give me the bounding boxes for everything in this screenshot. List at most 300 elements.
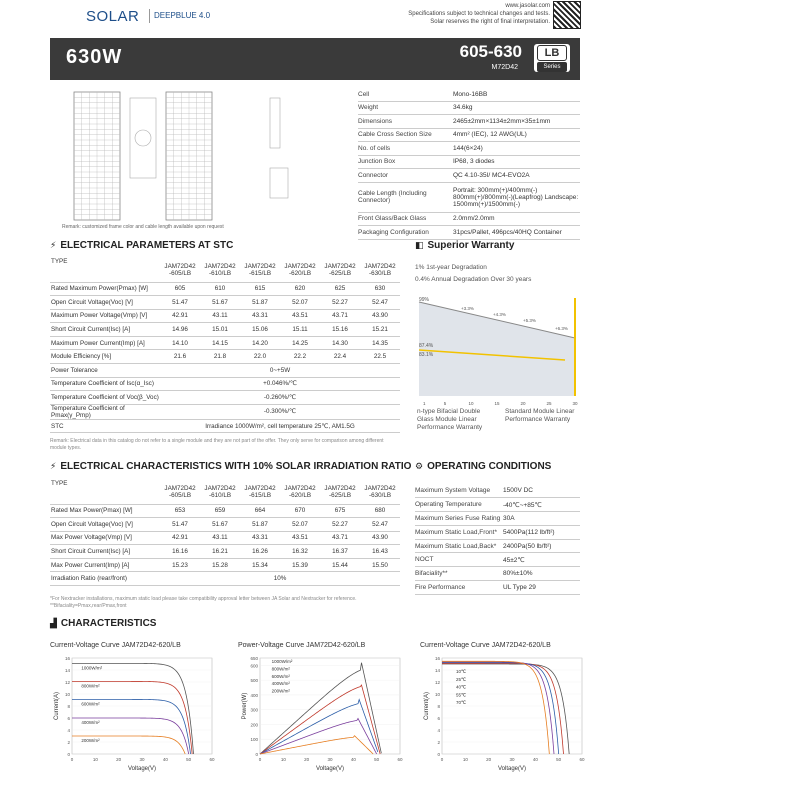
chart-title: Current-Voltage Curve JAM72D42-620/LB: [420, 642, 551, 649]
series-label: 1000W/m²: [271, 659, 293, 664]
spec-value: 144(6×24): [453, 144, 483, 152]
cell-value: -40℃~+85℃: [503, 501, 542, 509]
chart-title: Current-Voltage Curve JAM72D42-620/LB: [50, 642, 181, 649]
warranty-gain-label: +4.3%: [493, 312, 506, 317]
chart-0: [50, 652, 230, 786]
spec-value: Mono-16BB: [453, 90, 488, 98]
y-tick: 6: [67, 716, 70, 721]
y-axis-label: Power(W): [242, 692, 248, 720]
y-tick: 12: [64, 680, 70, 685]
series-label: 600W/m²: [271, 673, 290, 679]
table-header: [50, 258, 400, 282]
row-label: STC: [51, 422, 64, 430]
cell-value: 80%±10%: [503, 570, 533, 578]
x-tick: 40: [162, 757, 168, 762]
cell-value: 653: [174, 507, 186, 515]
x-axis-label: Voltage(V): [127, 766, 157, 772]
cell-value: 43.71: [332, 312, 348, 320]
spec-key: Cell: [358, 90, 370, 98]
table-row: [50, 296, 400, 310]
cell-value: 16.16: [172, 548, 188, 556]
cell-value: 52.07: [292, 298, 308, 306]
warranty-heading: [415, 240, 514, 251]
cell-value: 610: [214, 285, 226, 293]
row-label: Maximum Power Voltage(Vmp) [V]: [51, 312, 148, 320]
cell-value: 14.10: [172, 339, 188, 347]
row-label: Rated Maximum Power(Pmax) [W]: [51, 285, 148, 293]
cell-value: 625: [334, 285, 346, 293]
cell-value: 22.4: [333, 353, 347, 361]
x-tick: 30: [509, 757, 515, 762]
cell-value: 14.20: [252, 339, 268, 347]
table-row: [50, 404, 400, 419]
spec-value: IP68, 3 diodes: [453, 158, 495, 166]
warranty-line-1: 1% 1st-year Degradation: [415, 264, 487, 271]
warranty-x-tick: 20: [520, 401, 526, 406]
cell-value: 52.47: [372, 520, 388, 528]
characteristics-heading: [50, 618, 156, 629]
cell-value: 10%: [273, 575, 287, 583]
chart-title: Power-Voltage Curve JAM72D42-620/LB: [238, 642, 366, 649]
warranty-y-label: 83.1%: [419, 352, 434, 358]
stc-heading: [50, 240, 233, 251]
y-axis-label: Current(A): [424, 691, 430, 721]
spec-row: [358, 169, 580, 183]
spec-key: Front Glass/Back Glass: [358, 215, 427, 223]
cell-value: 670: [294, 507, 306, 515]
y-tick: 8: [67, 704, 70, 709]
cell-value: 43.51: [292, 312, 308, 320]
frame-section: [270, 98, 280, 148]
table-row: [50, 419, 400, 433]
cell-value: 43.11: [212, 312, 228, 320]
table-row: [50, 545, 400, 559]
irr-heading: [50, 461, 411, 472]
stc-title: ELECTRICAL PARAMETERS AT STC: [60, 240, 234, 251]
cell-value: 680: [374, 507, 386, 515]
table-row: [50, 572, 400, 586]
y-tick: 10: [64, 692, 70, 697]
row-label: Maximum System Voltage: [415, 487, 491, 495]
cell-value: 21.6: [173, 353, 187, 361]
row-label: Temperature Coefficient of Voc(β_Voc): [51, 394, 159, 402]
spec-key: Junction Box: [358, 158, 396, 166]
cell-value: 15.28: [212, 561, 228, 569]
chart-2: [420, 652, 600, 786]
y-tick: 0: [255, 752, 258, 757]
y-tick: 4: [437, 728, 440, 733]
x-tick: 10: [280, 757, 286, 762]
spec-value: 2.0mm/2.0mm: [453, 215, 495, 223]
x-tick: 60: [397, 757, 403, 762]
series-label: 1000W/m²: [81, 665, 103, 671]
model-header: JAM72D42 -605/LB: [164, 484, 196, 499]
cell-value: 52.47: [372, 298, 388, 306]
cell-value: 16.26: [252, 548, 268, 556]
table-row: [415, 484, 580, 498]
cell-value: 659: [214, 507, 226, 515]
type-label: TYPE: [51, 480, 68, 487]
row-label: Max Power Current(Imp) [A]: [51, 561, 130, 569]
cell-value: 664: [254, 507, 266, 515]
x-tick: 20: [486, 757, 492, 762]
warranty-chart: [415, 258, 580, 448]
warranty-x-tick: 25: [546, 401, 552, 406]
model-header: JAM72D42 -620/LB: [284, 484, 316, 499]
x-tick: 50: [556, 757, 562, 762]
spec-row: [358, 226, 580, 240]
warranty-x-tick: 10: [468, 401, 474, 406]
y-tick: 100: [250, 737, 258, 743]
spec-table: [358, 88, 580, 240]
cell-value: 42.91: [172, 312, 188, 320]
table-row: [50, 282, 400, 296]
model-header: JAM72D42 -625/LB: [324, 262, 356, 277]
irr-title: ELECTRICAL CHARACTERISTICS WITH 10% SOLAR IRRADIATION RATIO: [60, 461, 412, 472]
cell-value: 43.90: [372, 312, 388, 320]
cell-value: 51.47: [172, 520, 188, 528]
table-row: [50, 504, 400, 518]
y-tick: 16: [64, 656, 70, 661]
warranty-graph: [415, 288, 580, 408]
module-drawing: [70, 88, 330, 224]
cell-value: -0.300%/℃: [263, 408, 297, 416]
y-tick: 300: [250, 707, 258, 713]
cell-value: 0~+5W: [269, 366, 291, 374]
series-label: 200W/m²: [81, 738, 100, 743]
row-label: Maximum Static Load,Front*: [415, 528, 498, 536]
cell-value: 15.44: [332, 561, 348, 569]
detail-circle: [135, 130, 151, 146]
cell-value: 30A: [503, 514, 515, 522]
operating-heading: [415, 461, 551, 472]
y-tick: 0: [67, 752, 70, 757]
spec-value: 2465±2mm×1134±2mm×35±1mm: [453, 117, 551, 125]
y-tick: 8: [437, 704, 440, 709]
spec-value: QC 4.10-35I/ MC4-EVO2A: [453, 171, 530, 179]
cell-value: 630: [374, 285, 386, 293]
warranty-x-tick: 1: [422, 401, 426, 406]
row-label: Short Circuit Current(Isc) [A]: [51, 548, 131, 556]
y-tick: 16: [434, 656, 440, 661]
cell-value: 14.25: [292, 339, 308, 347]
cell-value: 42.91: [172, 534, 188, 542]
row-label: Open Circuit Voltage(Voc) [V]: [51, 520, 133, 528]
cell-value: 21.8: [213, 353, 227, 361]
table-row: [50, 377, 400, 391]
table-row: [415, 525, 580, 539]
junction-box-detail: [130, 98, 156, 178]
y-tick: 14: [434, 668, 440, 673]
table-row: [50, 518, 400, 532]
table-row: [415, 581, 580, 595]
row-label: NOCT: [415, 556, 434, 564]
y-tick: 400: [250, 692, 258, 698]
cell-value: 14.35: [372, 339, 388, 347]
cell-value: 15.06: [252, 326, 268, 334]
warranty-x-tick: 5: [443, 401, 447, 406]
operating-table: [415, 484, 580, 595]
x-tick: 10: [462, 757, 468, 762]
warranty-y-label: 99%: [419, 297, 430, 303]
spec-key: Connector: [358, 171, 388, 179]
y-tick: 14: [64, 668, 70, 673]
series-label: 400W/m²: [271, 681, 290, 687]
model-header: JAM72D42 -625/LB: [324, 484, 356, 499]
spec-row: [358, 102, 580, 116]
cell-value: 14.30: [332, 339, 348, 347]
table-row: [415, 498, 580, 512]
series-logo: DEEPBLUE 4.0: [149, 9, 210, 23]
x-tick: 10: [92, 757, 98, 762]
warranty-legend-standard: Standard Module Linear Performance Warranty: [505, 408, 575, 423]
y-tick: 6: [437, 716, 440, 721]
chart-1: [238, 652, 418, 786]
table-row: [50, 558, 400, 572]
cell-value: 43.90: [372, 534, 388, 542]
model-header: JAM72D42 -615/LB: [244, 484, 276, 499]
cell-value: 675: [334, 507, 346, 515]
bolt-icon: ⚡: [50, 461, 57, 471]
series-label: 40℃: [456, 684, 467, 690]
x-tick: 50: [186, 757, 192, 762]
spec-row: [358, 88, 580, 102]
y-tick: 4: [67, 728, 70, 733]
table-row: [50, 350, 400, 364]
cell-value: 22.2: [293, 353, 307, 361]
cell-value: 52.07: [292, 520, 308, 528]
cell-value: 16.21: [212, 548, 228, 556]
row-label: Temperature Coefficient of Isc(α_Isc): [51, 380, 154, 388]
cell-value: 43.31: [252, 534, 268, 542]
x-tick: 30: [327, 757, 333, 762]
model-header: JAM72D42 -610/LB: [204, 484, 236, 499]
cell-value: 51.67: [212, 298, 228, 306]
x-tick: 60: [579, 757, 585, 762]
series-label: 800W/m²: [81, 683, 100, 689]
cell-value: 45±2℃: [503, 556, 525, 564]
spec-row: [358, 142, 580, 156]
cell-value: 620: [294, 285, 306, 293]
note-line-2: Specifications subject to technical changes and tests.: [408, 11, 550, 17]
row-label: Bifaciality**: [415, 570, 448, 578]
spec-row: [358, 129, 580, 143]
cell-value: 22.0: [253, 353, 267, 361]
warranty-icon: ◧: [415, 240, 424, 250]
spec-row: [358, 213, 580, 227]
y-tick: 650: [250, 656, 258, 661]
warranty-line-2: 0.4% Annual Degradation Over 30 years: [415, 276, 532, 283]
table-row: [415, 553, 580, 567]
row-label: Rated Max Power(Pmax) [W]: [51, 507, 133, 515]
cell-value: 15.34: [252, 561, 268, 569]
x-tick: 40: [350, 757, 356, 762]
row-label: Max Power Voltage(Vmp) [V]: [51, 534, 132, 542]
spec-key: Packaging Configuration: [358, 228, 429, 236]
model-header: JAM72D42 -630/LB: [364, 484, 396, 499]
table-row: [50, 336, 400, 350]
x-tick: 30: [139, 757, 145, 762]
table-row: [415, 567, 580, 581]
irr-remark-2: **Bifaciality=Pmax,rear/Pmax,front: [50, 603, 127, 609]
brand-logo: SOLAR: [86, 8, 140, 25]
cell-value: 1500V DC: [503, 487, 533, 495]
irr-table: [50, 480, 400, 586]
cell-value: 22.5: [373, 353, 387, 361]
row-label: Open Circuit Voltage(Voc) [V]: [51, 298, 133, 306]
note-line-3: Solar reserves the right of final interpretation.: [430, 19, 550, 25]
warranty-gain-label: +3.3%: [461, 306, 474, 311]
spec-key: Cable Cross Section Size: [358, 131, 432, 139]
gear-icon: ⚙: [415, 461, 424, 471]
y-tick: 200: [250, 722, 258, 728]
warranty-x-tick: 15: [494, 401, 500, 406]
warranty-x-tick: 30: [572, 401, 578, 406]
drawing-remark: Remark: customized frame color and cable length available upon request: [62, 224, 224, 230]
cell-value: Irradiance 1000W/m², cell temperature 25℃, AM1.5G: [205, 422, 355, 430]
table-row: [50, 309, 400, 323]
spec-key: No. of cells: [358, 144, 391, 152]
cell-value: 15.50: [372, 561, 388, 569]
series-label: 800W/m²: [271, 666, 290, 672]
spec-key: Weight: [358, 104, 379, 112]
y-tick: 2: [67, 740, 70, 745]
cell-value: 605: [174, 285, 186, 293]
table-row: [415, 512, 580, 526]
row-label: Maximum Static Load,Back*: [415, 542, 497, 550]
cell-value: 16.32: [292, 548, 308, 556]
row-label: Module Efficiency [%]: [51, 353, 112, 361]
row-label: Irradiation Ratio (rear/front): [51, 575, 127, 583]
characteristics-charts: [50, 640, 585, 780]
cell-value: 16.37: [332, 548, 348, 556]
row-label: Temperature Coefficient of Pmax(γ_Pmp): [51, 404, 125, 419]
series-badge: [534, 44, 570, 72]
spec-row: [358, 156, 580, 170]
x-tick: 40: [532, 757, 538, 762]
spec-value: 31pcs/Pallet, 496pcs/40HQ Container: [453, 228, 562, 236]
cell-value: +0.046%/℃: [263, 380, 297, 388]
x-tick: 0: [440, 757, 444, 762]
warranty-y-label: 87.4%: [419, 343, 434, 349]
cell-value: 2400Pa(50 lb/ft²): [503, 542, 552, 550]
cell-value: UL Type 29: [503, 583, 536, 591]
cell-value: 14.15: [212, 339, 228, 347]
row-label: Short Circuit Current(Isc) [A]: [51, 326, 131, 334]
series-label: 200W/m²: [271, 688, 290, 694]
model-banner: [50, 38, 580, 80]
model-code: M72D42: [491, 64, 518, 71]
cell-value: 5400Pa(112 lb/ft²): [503, 528, 555, 536]
bolt-icon: ⚡: [50, 240, 57, 250]
cell-value: 51.67: [212, 520, 228, 528]
cell-value: 15.11: [292, 326, 308, 334]
warranty-gain-label: +6.3%: [555, 326, 568, 331]
characteristics-title: CHARACTERISTICS: [60, 618, 157, 629]
frame-profile: [270, 168, 288, 198]
qr-code-icon: [554, 2, 580, 28]
row-label: Operating Temperature: [415, 501, 482, 509]
power-title: 630W: [66, 46, 123, 68]
spec-key: Dimensions: [358, 117, 392, 125]
y-tick: 0: [437, 752, 440, 757]
warranty-gain-label: +5.3%: [523, 318, 536, 323]
series-label: 70℃: [456, 700, 467, 706]
x-axis-label: Voltage(V): [497, 766, 527, 772]
badge-bottom: Series: [537, 62, 567, 72]
stc-remark: Remark: Electrical data in this catalog do not refer to a single module and they are not part of the offer. They only serve for comparison among different module types.: [50, 438, 384, 451]
row-label: Power Tolerance: [51, 366, 98, 374]
y-axis-label: Current(A): [54, 691, 60, 721]
cell-value: 15.39: [292, 561, 308, 569]
cell-value: -0.260%/℃: [263, 394, 297, 402]
spec-row: [358, 183, 580, 213]
cell-value: 615: [254, 285, 266, 293]
spec-row: [358, 115, 580, 129]
y-tick: 2: [437, 740, 440, 745]
datasheet: [50, 0, 585, 800]
cell-value: 15.01: [212, 326, 228, 334]
table-row: [50, 323, 400, 337]
chart-icon: ▟: [50, 618, 57, 628]
model-header: JAM72D42 -615/LB: [244, 262, 276, 277]
website-link[interactable]: www.jasolar.com: [505, 3, 550, 9]
cell-value: 51.87: [252, 520, 268, 528]
series-label: 55℃: [456, 692, 467, 698]
cell-value: 43.31: [252, 312, 268, 320]
x-tick: 0: [70, 757, 74, 762]
row-label: Maximum Series Fuse Rating: [415, 514, 501, 522]
cell-value: 15.16: [332, 326, 348, 334]
cell-value: 43.71: [332, 534, 348, 542]
series-label: 25℃: [456, 676, 467, 682]
y-tick: 10: [434, 692, 440, 697]
cell-value: 16.43: [372, 548, 388, 556]
table-row: [50, 531, 400, 545]
table-header: [50, 480, 400, 504]
y-tick: 600: [250, 663, 258, 669]
irr-remark-1: *For Nextracker installations, maximum static load please take compatibility approval letter between JA Solar and Nextracker for reference.: [50, 596, 357, 602]
y-tick: 500: [250, 678, 258, 684]
x-tick: 20: [116, 757, 122, 762]
model-header: JAM72D42 -605/LB: [164, 262, 196, 277]
table-row: [415, 539, 580, 553]
x-axis-label: Voltage(V): [315, 766, 345, 772]
warranty-title: Superior Warranty: [427, 240, 515, 251]
cell-value: 51.87: [252, 298, 268, 306]
operating-title: OPERATING CONDITIONS: [427, 461, 552, 472]
series-label: 400W/m²: [81, 720, 100, 725]
warranty-legend-ntype: n-type Bifacial Double Glass Module Linear Performance Warranty: [417, 408, 483, 431]
x-tick: 20: [304, 757, 310, 762]
row-label: Fire Performance: [415, 583, 466, 591]
row-label: Maximum Power Current(Imp) [A]: [51, 339, 145, 347]
spec-key: Cable Length (Including Connector): [358, 190, 427, 204]
cell-value: 43.51: [292, 534, 308, 542]
spec-value: 4mm² (IEC), 12 AWG(UL): [453, 131, 527, 139]
stc-table: [50, 258, 400, 433]
spec-value: 34.6kg: [453, 104, 473, 112]
table-row: [50, 391, 400, 405]
y-tick: 12: [434, 680, 440, 685]
x-tick: 50: [374, 757, 380, 762]
header-note: [408, 2, 550, 26]
cell-value: 15.23: [172, 561, 188, 569]
cell-value: 52.27: [332, 520, 348, 528]
cell-value: 52.27: [332, 298, 348, 306]
series-label: 600W/m²: [81, 701, 100, 707]
plot-area: [260, 658, 400, 754]
